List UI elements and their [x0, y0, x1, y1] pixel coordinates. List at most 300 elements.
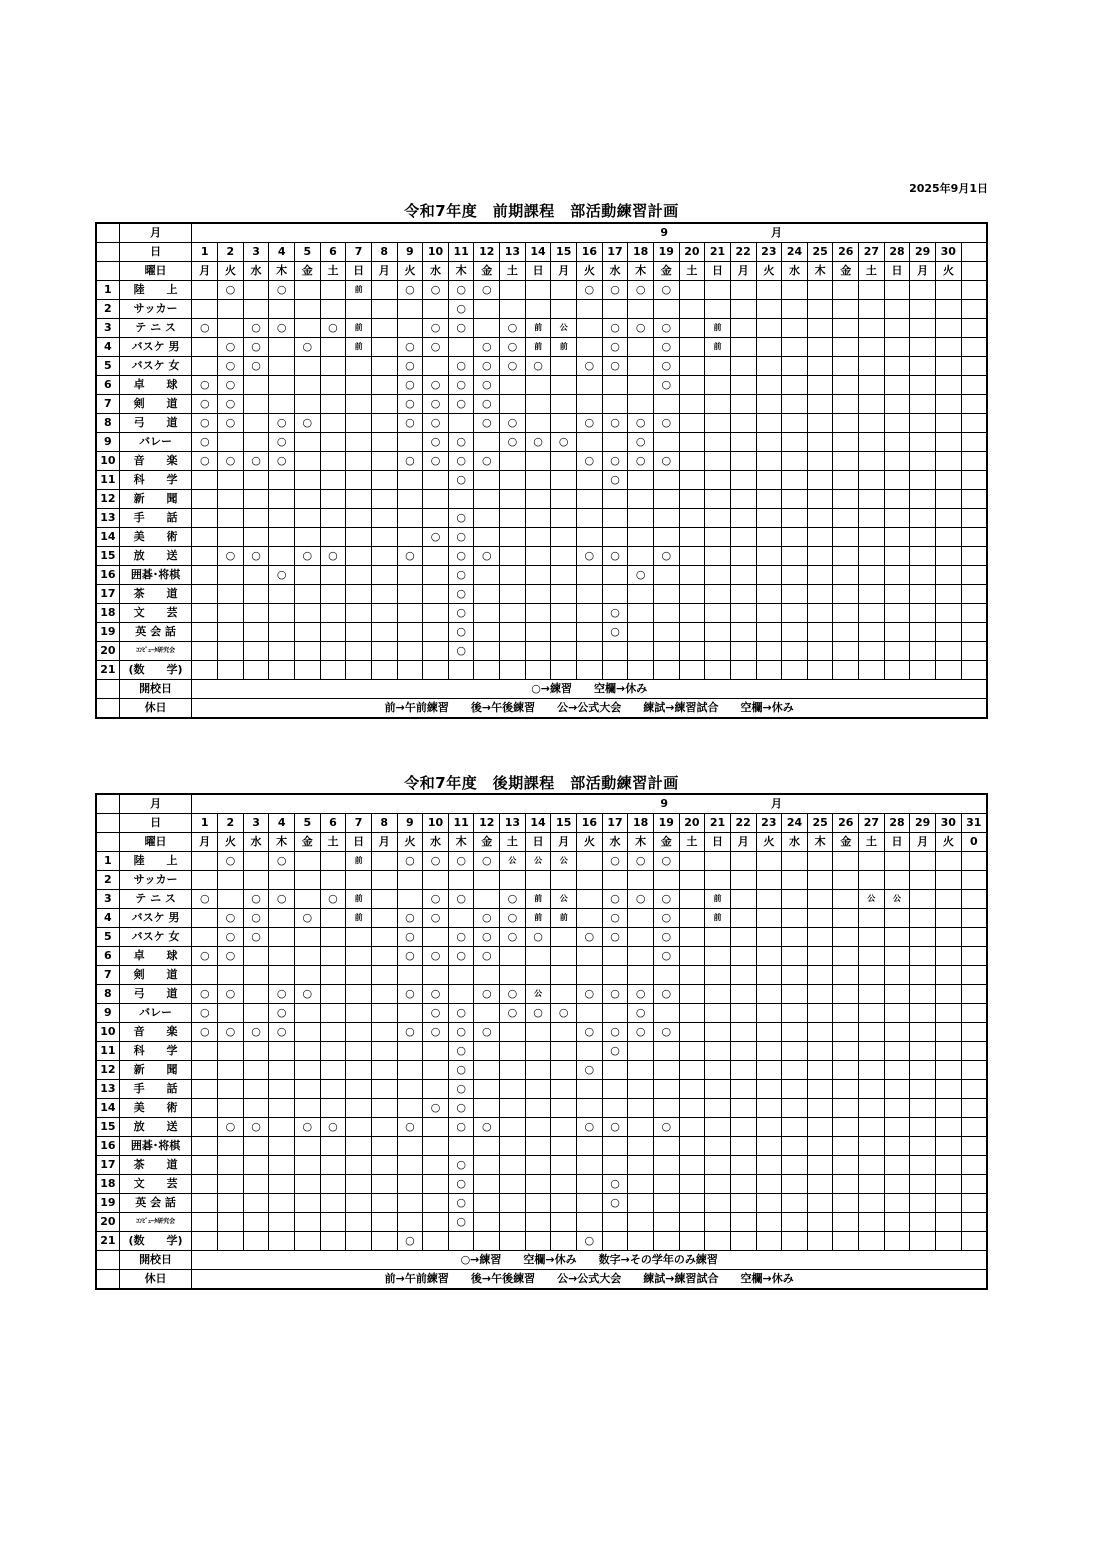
- practice-cell: [628, 1118, 654, 1137]
- practice-cell: [961, 1194, 987, 1213]
- practice-cell: [833, 1213, 859, 1232]
- practice-cell: [859, 852, 885, 871]
- practice-cell: ○: [602, 890, 628, 909]
- practice-cell: [782, 642, 808, 661]
- practice-cell: [448, 490, 474, 509]
- practice-cell: ○: [294, 414, 320, 433]
- practice-cell: [551, 642, 577, 661]
- practice-cell: [884, 1042, 910, 1061]
- practice-cell: [730, 1156, 756, 1175]
- practice-cell: ○: [294, 338, 320, 357]
- practice-cell: [525, 528, 551, 547]
- club-name: 陸 上: [119, 281, 192, 300]
- practice-cell: [936, 1194, 962, 1213]
- practice-cell: [782, 1061, 808, 1080]
- practice-cell: [423, 1194, 449, 1213]
- club-number: 21: [96, 1232, 119, 1251]
- weekday-cell: 水: [602, 833, 628, 852]
- practice-cell: [859, 1004, 885, 1023]
- practice-cell: ○: [448, 471, 474, 490]
- practice-cell: [500, 547, 526, 566]
- weekday-cell: [961, 262, 987, 281]
- practice-cell: [782, 281, 808, 300]
- practice-cell: [884, 357, 910, 376]
- practice-cell: [679, 661, 705, 680]
- practice-cell: [961, 1080, 987, 1099]
- practice-cell: ○: [602, 471, 628, 490]
- practice-cell: [320, 1023, 346, 1042]
- practice-cell: ○: [320, 890, 346, 909]
- practice-cell: ○: [653, 947, 679, 966]
- practice-cell: [756, 452, 782, 471]
- practice-cell: [628, 471, 654, 490]
- practice-cell: [243, 509, 269, 528]
- practice-cell: ○: [218, 985, 244, 1004]
- weekday-cell: 火: [397, 262, 423, 281]
- practice-cell: [807, 1080, 833, 1099]
- practice-cell: [756, 1156, 782, 1175]
- practice-cell: ○: [243, 928, 269, 947]
- practice-cell: [448, 661, 474, 680]
- practice-cell: [859, 1137, 885, 1156]
- practice-cell: [884, 1213, 910, 1232]
- practice-cell: [730, 281, 756, 300]
- practice-cell: [679, 528, 705, 547]
- practice-cell: [756, 1080, 782, 1099]
- practice-cell: [474, 1099, 500, 1118]
- practice-cell: [551, 604, 577, 623]
- club-name: 英 会 話: [119, 1194, 192, 1213]
- practice-cell: [602, 947, 628, 966]
- practice-cell: [679, 871, 705, 890]
- day-cell: 29: [910, 243, 936, 262]
- practice-cell: [756, 604, 782, 623]
- day-cell: 20: [679, 243, 705, 262]
- practice-cell: [910, 395, 936, 414]
- practice-cell: [294, 1213, 320, 1232]
- practice-cell: [756, 338, 782, 357]
- practice-cell: ○: [653, 985, 679, 1004]
- practice-cell: [782, 623, 808, 642]
- practice-cell: [679, 452, 705, 471]
- practice-cell: [756, 585, 782, 604]
- day-cell: 20: [679, 814, 705, 833]
- practice-cell: [346, 661, 372, 680]
- practice-cell: ○: [269, 1023, 295, 1042]
- practice-cell: [474, 433, 500, 452]
- practice-cell: [551, 471, 577, 490]
- practice-cell: [320, 661, 346, 680]
- club-row: [96, 1137, 987, 1156]
- weekday-cell: 日: [705, 833, 731, 852]
- practice-cell: [705, 566, 731, 585]
- practice-cell: ○: [448, 433, 474, 452]
- weekday-cell: 土: [320, 833, 346, 852]
- practice-cell: [936, 471, 962, 490]
- practice-cell: [320, 395, 346, 414]
- practice-cell: [551, 1023, 577, 1042]
- practice-cell: [423, 490, 449, 509]
- practice-cell: [730, 452, 756, 471]
- club-name: 英 会 話: [119, 623, 192, 642]
- practice-cell: [346, 1042, 372, 1061]
- practice-cell: [294, 490, 320, 509]
- weekday-cell: 月: [371, 833, 397, 852]
- practice-cell: [884, 966, 910, 985]
- practice-cell: [371, 509, 397, 528]
- practice-cell: [423, 623, 449, 642]
- practice-cell: [807, 509, 833, 528]
- practice-cell: [936, 1118, 962, 1137]
- practice-cell: [218, 490, 244, 509]
- practice-cell: [628, 623, 654, 642]
- club-number: 8: [96, 985, 119, 1004]
- practice-cell: [397, 319, 423, 338]
- practice-cell: ○: [294, 985, 320, 1004]
- day-cell: 13: [500, 243, 526, 262]
- practice-cell: [346, 928, 372, 947]
- practice-cell: ○: [448, 604, 474, 623]
- practice-cell: [705, 1175, 731, 1194]
- practice-cell: [371, 1023, 397, 1042]
- practice-cell: [294, 890, 320, 909]
- practice-cell: [884, 871, 910, 890]
- practice-cell: [756, 319, 782, 338]
- practice-cell: [218, 623, 244, 642]
- club-number: 8: [96, 414, 119, 433]
- weekday-cell: 水: [243, 833, 269, 852]
- practice-cell: [218, 604, 244, 623]
- practice-cell: ○: [423, 1099, 449, 1118]
- corner-cell: [96, 680, 119, 699]
- practice-cell: [859, 1175, 885, 1194]
- practice-cell: [371, 1118, 397, 1137]
- practice-cell: [320, 566, 346, 585]
- practice-cell: [628, 528, 654, 547]
- practice-cell: [910, 1080, 936, 1099]
- practice-cell: [859, 376, 885, 395]
- practice-cell: [679, 490, 705, 509]
- practice-cell: ○: [500, 433, 526, 452]
- weekday-cell: 金: [294, 262, 320, 281]
- practice-cell: ○: [448, 585, 474, 604]
- weekday-cell: 火: [756, 833, 782, 852]
- practice-cell: [500, 661, 526, 680]
- practice-cell: [807, 1232, 833, 1251]
- practice-cell: [756, 1232, 782, 1251]
- practice-cell: [859, 433, 885, 452]
- practice-cell: ○: [397, 947, 423, 966]
- club-number: 11: [96, 471, 119, 490]
- weekday-cell: 土: [859, 262, 885, 281]
- practice-cell: [807, 909, 833, 928]
- practice-cell: [269, 585, 295, 604]
- practice-cell: [423, 471, 449, 490]
- club-name: サッカー: [119, 871, 192, 890]
- practice-cell: [474, 1137, 500, 1156]
- practice-cell: [628, 947, 654, 966]
- practice-cell: [807, 357, 833, 376]
- day-cell: 15: [551, 243, 577, 262]
- practice-cell: [782, 300, 808, 319]
- practice-cell: [833, 1194, 859, 1213]
- club-number: 10: [96, 1023, 119, 1042]
- practice-cell: ○: [577, 1023, 603, 1042]
- weekday-cell: 土: [679, 262, 705, 281]
- practice-cell: [371, 1099, 397, 1118]
- practice-cell: [705, 414, 731, 433]
- month-label: 月: [119, 223, 192, 243]
- day-cell: 28: [884, 243, 910, 262]
- practice-cell: ○: [397, 985, 423, 1004]
- club-row: [96, 1175, 987, 1194]
- practice-cell: [500, 966, 526, 985]
- practice-cell: [346, 947, 372, 966]
- practice-cell: [243, 433, 269, 452]
- practice-cell: [294, 1137, 320, 1156]
- practice-cell: [961, 947, 987, 966]
- practice-cell: ○: [218, 1118, 244, 1137]
- practice-cell: [397, 1137, 423, 1156]
- club-row: [96, 1061, 987, 1080]
- club-name: 剣 道: [119, 395, 192, 414]
- practice-cell: [936, 890, 962, 909]
- practice-cell: [628, 376, 654, 395]
- practice-cell: [910, 871, 936, 890]
- weekday-cell: 土: [500, 262, 526, 281]
- practice-cell: [525, 871, 551, 890]
- practice-cell: [756, 1118, 782, 1137]
- practice-cell: [884, 1004, 910, 1023]
- practice-cell: [243, 642, 269, 661]
- practice-cell: ○: [423, 452, 449, 471]
- weekday-cell: 木: [269, 833, 295, 852]
- practice-cell: [961, 1099, 987, 1118]
- practice-cell: [192, 1194, 218, 1213]
- practice-cell: [653, 1061, 679, 1080]
- practice-cell: ○: [602, 319, 628, 338]
- day-cell: 27: [859, 243, 885, 262]
- club-row: [96, 585, 987, 604]
- practice-cell: [859, 928, 885, 947]
- practice-cell: [807, 1194, 833, 1213]
- practice-cell: [730, 1061, 756, 1080]
- practice-cell: [218, 566, 244, 585]
- open-day-row: [96, 1251, 987, 1270]
- practice-cell: ○: [423, 1023, 449, 1042]
- practice-cell: [679, 642, 705, 661]
- practice-cell: [936, 281, 962, 300]
- practice-cell: [269, 1213, 295, 1232]
- practice-cell: ○: [294, 547, 320, 566]
- practice-cell: ○: [243, 319, 269, 338]
- practice-cell: [525, 414, 551, 433]
- day-cell: 19: [653, 814, 679, 833]
- practice-cell: [423, 928, 449, 947]
- practice-cell: [730, 623, 756, 642]
- practice-cell: [679, 395, 705, 414]
- practice-cell: [269, 1156, 295, 1175]
- practice-cell: [936, 319, 962, 338]
- practice-cell: ○: [448, 1080, 474, 1099]
- club-row: [96, 452, 987, 471]
- practice-cell: [320, 585, 346, 604]
- practice-cell: [782, 585, 808, 604]
- practice-cell: [653, 300, 679, 319]
- practice-cell: [218, 1042, 244, 1061]
- practice-cell: [525, 471, 551, 490]
- practice-cell: [397, 1099, 423, 1118]
- practice-cell: [192, 1137, 218, 1156]
- practice-cell: ○: [423, 433, 449, 452]
- practice-cell: [320, 357, 346, 376]
- practice-cell: [679, 890, 705, 909]
- practice-cell: [320, 376, 346, 395]
- practice-cell: ○: [602, 909, 628, 928]
- practice-cell: ○: [602, 928, 628, 947]
- practice-cell: ○: [602, 547, 628, 566]
- practice-cell: ○: [243, 452, 269, 471]
- practice-cell: [269, 1118, 295, 1137]
- practice-cell: [756, 947, 782, 966]
- practice-cell: [730, 338, 756, 357]
- practice-cell: [807, 1004, 833, 1023]
- practice-cell: [961, 509, 987, 528]
- practice-cell: [730, 300, 756, 319]
- practice-cell: ○: [243, 909, 269, 928]
- practice-cell: [371, 1042, 397, 1061]
- club-row: [96, 1194, 987, 1213]
- practice-cell: [730, 547, 756, 566]
- practice-cell: [910, 414, 936, 433]
- practice-cell: [730, 1118, 756, 1137]
- practice-cell: ○: [602, 414, 628, 433]
- practice-cell: [294, 1080, 320, 1099]
- practice-cell: [192, 566, 218, 585]
- practice-cell: [730, 433, 756, 452]
- practice-cell: [474, 300, 500, 319]
- practice-cell: ○: [448, 300, 474, 319]
- practice-cell: [756, 1099, 782, 1118]
- practice-cell: ○: [423, 909, 449, 928]
- day-cell: 11: [448, 243, 474, 262]
- practice-cell: [346, 528, 372, 547]
- club-row: [96, 376, 987, 395]
- club-row: [96, 966, 987, 985]
- practice-cell: [936, 585, 962, 604]
- practice-cell: [782, 928, 808, 947]
- practice-cell: [551, 947, 577, 966]
- practice-cell: [243, 585, 269, 604]
- practice-cell: [961, 852, 987, 871]
- day-cell: 3: [243, 243, 269, 262]
- practice-cell: [397, 1175, 423, 1194]
- practice-cell: [500, 1213, 526, 1232]
- practice-cell: [628, 1137, 654, 1156]
- club-name: (数 学): [119, 661, 192, 680]
- practice-cell: [730, 1213, 756, 1232]
- practice-cell: [500, 376, 526, 395]
- practice-cell: [833, 871, 859, 890]
- practice-cell: [910, 281, 936, 300]
- practice-cell: [551, 1080, 577, 1099]
- practice-cell: [782, 471, 808, 490]
- practice-cell: ○: [500, 928, 526, 947]
- club-number: 14: [96, 1099, 119, 1118]
- practice-cell: [371, 1004, 397, 1023]
- practice-cell: ○: [218, 852, 244, 871]
- practice-cell: [243, 1194, 269, 1213]
- practice-cell: [474, 1232, 500, 1251]
- club-number: 15: [96, 1118, 119, 1137]
- practice-cell: [730, 966, 756, 985]
- practice-cell: [320, 471, 346, 490]
- club-name: バスケ 男: [119, 909, 192, 928]
- club-number: 12: [96, 490, 119, 509]
- practice-cell: ○: [653, 1023, 679, 1042]
- practice-cell: [371, 852, 397, 871]
- practice-cell: ○: [448, 1061, 474, 1080]
- practice-cell: [577, 1137, 603, 1156]
- weekday-cell: 日: [705, 262, 731, 281]
- practice-cell: [807, 1156, 833, 1175]
- practice-cell: [961, 604, 987, 623]
- practice-cell: [577, 528, 603, 547]
- practice-cell: [269, 1194, 295, 1213]
- practice-cell: [525, 281, 551, 300]
- day-cell: 26: [833, 814, 859, 833]
- practice-cell: ○: [653, 338, 679, 357]
- club-name: 囲碁･将棋: [119, 566, 192, 585]
- practice-cell: [628, 661, 654, 680]
- practice-cell: [782, 1232, 808, 1251]
- practice-cell: [653, 871, 679, 890]
- practice-cell: [243, 852, 269, 871]
- weekday-cell: 木: [628, 833, 654, 852]
- practice-cell: [371, 871, 397, 890]
- corner-cell: [96, 833, 119, 852]
- open-day-label: 開校日: [119, 1251, 192, 1270]
- practice-cell: [320, 433, 346, 452]
- practice-cell: ○: [192, 395, 218, 414]
- practice-cell: [525, 1213, 551, 1232]
- practice-cell: [936, 604, 962, 623]
- practice-cell: [551, 1137, 577, 1156]
- practice-cell: [577, 300, 603, 319]
- practice-cell: [679, 985, 705, 1004]
- practice-cell: [807, 585, 833, 604]
- practice-cell: [294, 1175, 320, 1194]
- practice-cell: [525, 1118, 551, 1137]
- club-row: [96, 947, 987, 966]
- practice-cell: [577, 966, 603, 985]
- weekday-row: [96, 262, 987, 281]
- holiday-row: [96, 699, 987, 719]
- practice-cell: [679, 1194, 705, 1213]
- practice-cell: [910, 528, 936, 547]
- practice-cell: [884, 395, 910, 414]
- practice-cell: [192, 338, 218, 357]
- practice-cell: [218, 871, 244, 890]
- practice-cell: [936, 1061, 962, 1080]
- practice-cell: [602, 395, 628, 414]
- practice-cell: [346, 357, 372, 376]
- practice-cell: [756, 1213, 782, 1232]
- practice-cell: [551, 661, 577, 680]
- weekday-cell: 金: [653, 833, 679, 852]
- practice-cell: [961, 928, 987, 947]
- practice-cell: [602, 490, 628, 509]
